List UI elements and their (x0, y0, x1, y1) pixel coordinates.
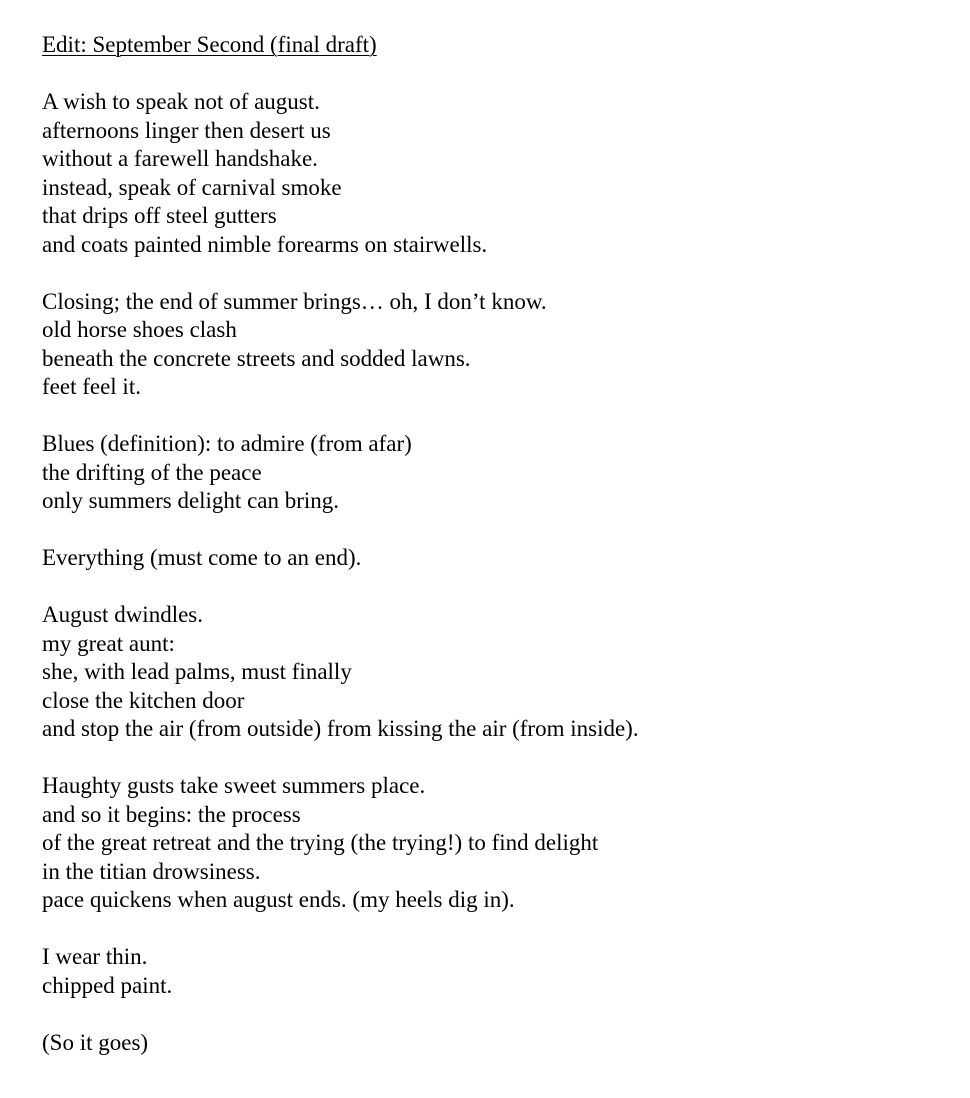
stanza-2 (42, 288, 942, 402)
poem-line: afternoons linger then desert us (42, 117, 331, 143)
poem-line: only summers delight can bring. (42, 488, 340, 513)
stanza-7 (42, 943, 942, 1000)
stanza-8 (42, 1029, 942, 1058)
stanza-1 (42, 88, 942, 259)
poem-line: Blues (definition): to admire (from afar) (42, 431, 412, 456)
poem-line: August dwindles. (42, 602, 203, 627)
document-title: Edit: September Second (final draft) (42, 32, 377, 57)
poem-line: close the kitchen door (42, 687, 245, 713)
poem-line: she, with lead palms, must finally (42, 659, 352, 684)
poem-line: of the great retreat and the trying (the trying!) to find delight (42, 830, 599, 855)
poem-line: old horse shoes clash (42, 317, 237, 342)
poem-line: I wear thin. (42, 944, 148, 969)
poem-line: Haughty gusts take sweet summers place. (42, 773, 426, 798)
poem-line: feet feel it. (42, 374, 141, 399)
poem-line: without a farewell handshake. (42, 146, 318, 171)
stanza-6 (42, 772, 942, 915)
poem-line: the drifting of the peace (42, 459, 262, 485)
stanza-3 (42, 430, 942, 516)
poem-line: chipped paint. (42, 972, 173, 998)
poem-line: beneath the concrete streets and sodded lawns. (42, 345, 471, 371)
poem-line: pace quickens when august ends. (my heels dig in). (42, 887, 515, 912)
poem-line: (So it goes) (42, 1029, 149, 1055)
poem-line: my great aunt: (42, 630, 175, 656)
poem-line: A wish to speak not of august. (42, 89, 320, 114)
poem-line: Closing; the end of summer brings… oh, I don’t know. (42, 288, 547, 314)
poem-line: and so it begins: the process (42, 801, 301, 827)
poem-line: that drips off steel gutters (42, 203, 277, 228)
poem-line: instead, speak of carnival smoke (42, 174, 342, 200)
poem-line: Everything (must come to an end). (42, 545, 362, 570)
stanza-4 (42, 544, 942, 573)
stanza-5 (42, 601, 942, 744)
poem-line: and stop the air (from outside) from kissing the air (from inside). (42, 716, 639, 741)
poem-line: and coats painted nimble forearms on stairwells. (42, 231, 488, 257)
poem-line: in the titian drowsiness. (42, 858, 261, 884)
document-page (42, 31, 942, 1057)
